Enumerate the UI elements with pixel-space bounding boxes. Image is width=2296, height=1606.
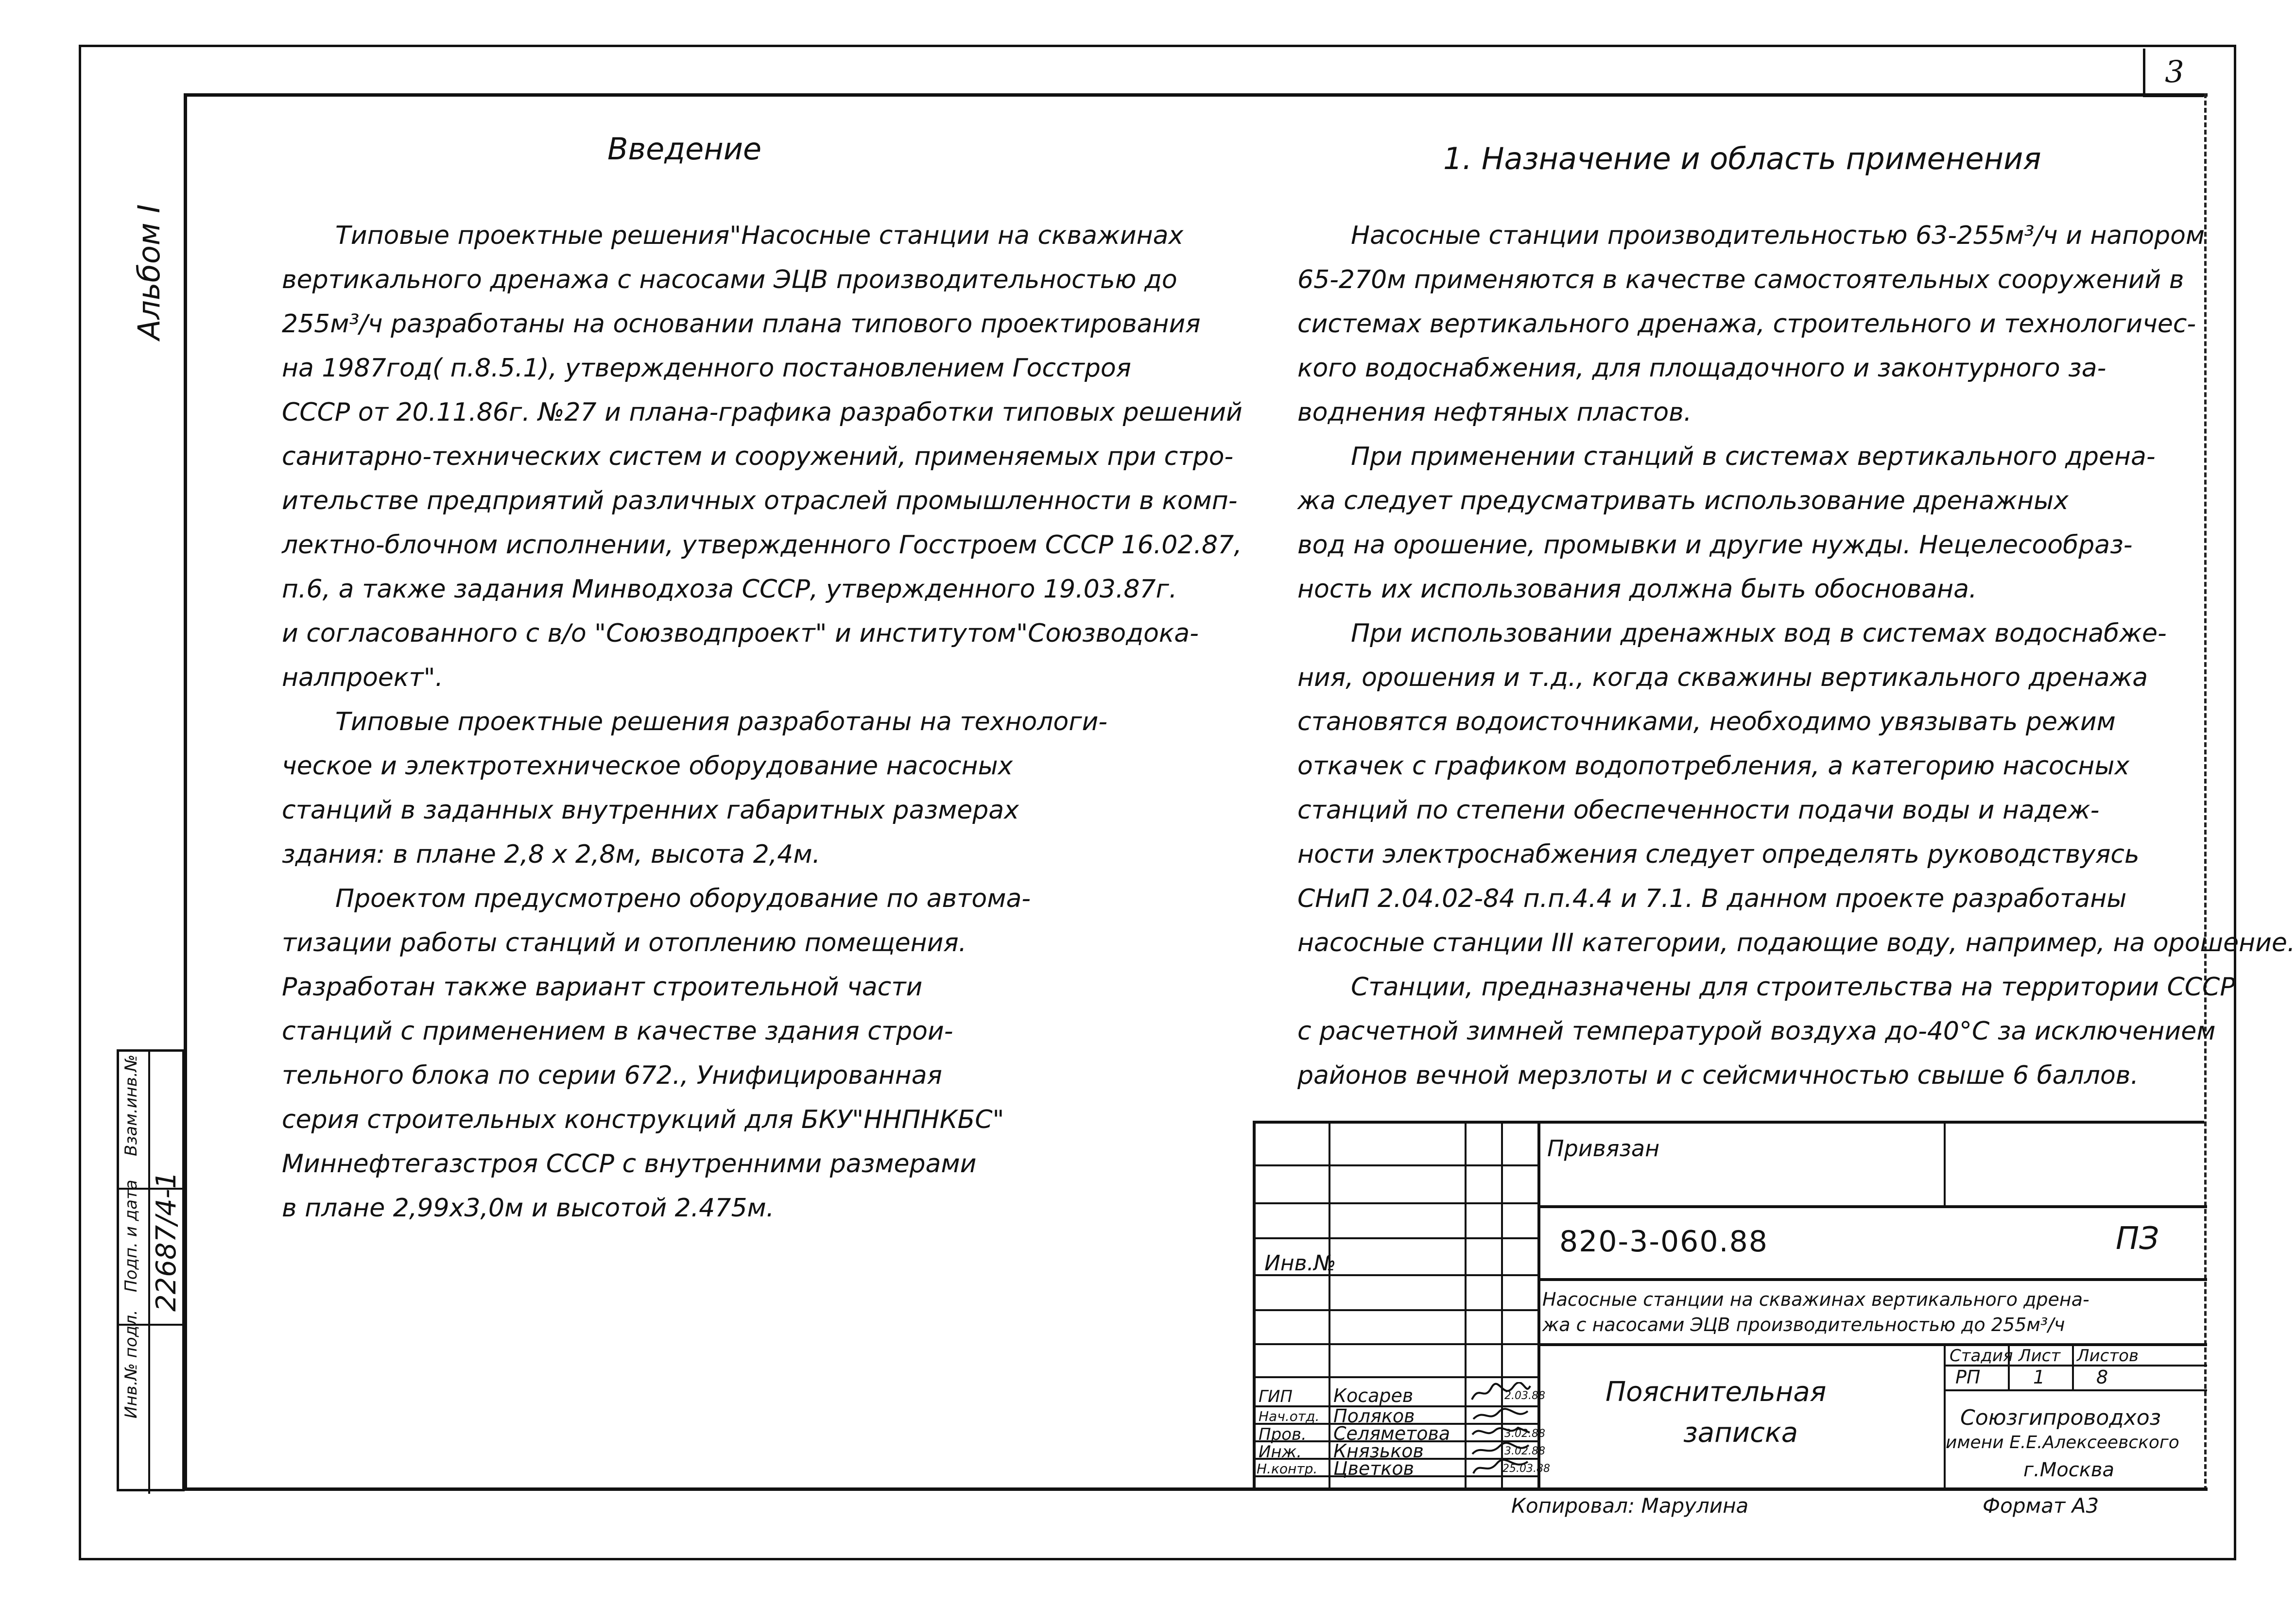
- staff-role: Пров.: [1259, 1425, 1307, 1444]
- paragraph: [282, 214, 1243, 700]
- text-line: лектно-блочном исполнении, утвержденного Госстроем СССР 16.02.87,: [282, 530, 1242, 560]
- text-line: 65-270м применяются в качестве самостоятельных сооружений в: [1297, 265, 2184, 294]
- text-line: станций по степени обеспеченности подачи воды и надеж-: [1297, 796, 2100, 825]
- document-mark: ПЗ: [2116, 1221, 2159, 1257]
- document-title-line-1: Пояснительная: [1605, 1376, 1827, 1408]
- sheets-value: 8: [2096, 1367, 2108, 1388]
- text-line: налпроект".: [282, 663, 444, 692]
- text-line: Проектом предусмотрено оборудование по автома-: [335, 884, 1031, 913]
- text-line: Насосные станции производительностью 63-255м³/ч и напором: [1351, 221, 2205, 250]
- staff-role: ГИП: [1259, 1387, 1293, 1406]
- text-line: в плане 2,99х3,0м и высотой 2.475м.: [282, 1194, 775, 1223]
- text-line: п.6, а также задания Минводхоза СССР, утвержденного 19.03.87г.: [282, 575, 1177, 604]
- project-title-line-2: жа с насосами ЭЦВ производительностью до 255м³/ч: [1542, 1314, 2065, 1335]
- text-line: вертикального дренажа с насосами ЭЦВ производительностью до: [282, 265, 1177, 294]
- text-line: станций в заданных внутренних габаритных размерах: [282, 796, 1019, 825]
- stage-header: Стадия: [1950, 1346, 2013, 1366]
- text-line: станций с применением в качестве здания строи-: [282, 1017, 953, 1046]
- text-line: ность их использования должна быть обоснована.: [1297, 575, 1977, 604]
- section1-body: [1297, 214, 2295, 1098]
- staff-role: Инж.: [1259, 1442, 1302, 1462]
- text-line: откачек с графиком водопотребления, а категорию насосных: [1297, 752, 2130, 781]
- text-line: СНиП 2.04.02-84 п.п.4.4 и 7.1. В данном проекте разработаны: [1297, 884, 2127, 913]
- document-code: 820-3-060.88: [1559, 1225, 1768, 1259]
- side-stamp-replacement-inv: Взам.инв.№: [121, 1054, 141, 1156]
- staff-name: Цветков: [1333, 1458, 1415, 1479]
- side-stamp-original-inv: Инв.№ подл.: [121, 1310, 141, 1418]
- stage-value: РП: [1955, 1367, 1981, 1388]
- paragraph: [1297, 435, 2295, 612]
- paragraph: [1297, 214, 2295, 435]
- sheet-header: Лист: [2019, 1346, 2061, 1366]
- text-line: насосные станции III категории, подающие воду, например, на орошение.: [1297, 928, 2296, 957]
- text-line: жа следует предусматривать использование дренажных: [1297, 486, 2069, 515]
- sheet-value: 1: [2033, 1367, 2045, 1388]
- format-label: Формат А3: [1983, 1494, 2099, 1518]
- staff-name: Поляков: [1333, 1405, 1415, 1427]
- text-line: с расчетной зимней температурой воздуха до-40°С за исключением: [1297, 1017, 2216, 1046]
- text-line: СССР от 20.11.86г. №27 и плана-графика разработки типовых решений: [282, 398, 1243, 427]
- staff-date: 3.02.88: [1504, 1428, 1545, 1440]
- inventory-number: 22687/4-1: [151, 1171, 182, 1312]
- staff-date: 25.03.88: [1502, 1463, 1550, 1475]
- text-line: районов вечной мерзлоты и с сейсмичностью свыше 6 баллов.: [1297, 1061, 2139, 1090]
- document-title-line-2: записка: [1683, 1417, 1798, 1449]
- paragraph: [282, 877, 1243, 1230]
- text-line: кого водоснабжения, для площадочного и законтурного за-: [1297, 354, 2106, 383]
- signature-mark: [1469, 1457, 1533, 1478]
- text-line: Типовые проектные решения"Насосные станции на скважинах: [335, 221, 1184, 250]
- project-title-line-1: Насосные станции на скважинах вертикального дрена-: [1542, 1289, 2089, 1310]
- intro-title: Введение: [607, 131, 762, 167]
- staff-name: Косарев: [1333, 1385, 1414, 1406]
- text-line: Станции, предназначены для строительства на территории СССР: [1351, 973, 2235, 1002]
- text-line: Типовые проектные решения разработаны на технологи-: [335, 707, 1108, 736]
- paragraph: [282, 700, 1243, 877]
- attached-label: Привязан: [1547, 1135, 1660, 1162]
- paragraph: [1297, 965, 2295, 1098]
- side-stamp-signature-date: Подп. и дата: [121, 1179, 141, 1292]
- text-line: на 1987год( п.8.5.1), утвержденного постановлением Госстроя: [282, 354, 1131, 383]
- organization-line-2: имени Е.Е.Алексеевского: [1946, 1433, 2179, 1452]
- signature-mark: [1469, 1382, 1533, 1403]
- text-line: санитарно-технических систем и сооружений, применяемых при стро-: [282, 442, 1234, 471]
- inv-label: Инв.№: [1264, 1251, 1336, 1276]
- text-line: становятся водоисточниками, необходимо увязывать режим: [1297, 707, 2116, 736]
- text-line: ительстве предприятий различных отраслей промышленности в комп-: [282, 486, 1238, 515]
- text-line: и согласованного с в/о "Союзводпроект" и институтом"Союзводока-: [282, 619, 1199, 648]
- page-number: 3: [2143, 49, 2204, 97]
- text-line: ческое и электротехническое оборудование насосных: [282, 752, 1013, 781]
- staff-name: Князьков: [1333, 1440, 1424, 1462]
- intro-body: [282, 214, 1243, 1230]
- staff-role: Н.контр.: [1257, 1461, 1318, 1477]
- text-line: здания: в плане 2,8 х 2,8м, высота 2,4м.: [282, 840, 821, 869]
- text-line: При применении станций в системах вертикального дрена-: [1351, 442, 2156, 471]
- text-line: При использовании дренажных вод в системах водоснабже-: [1351, 619, 2167, 648]
- album-label: Альбом I: [131, 204, 167, 340]
- text-line: вод на орошение, промывки и другие нужды. Нецелесообраз-: [1297, 530, 2133, 560]
- organization-line-1: Союзгипроводхоз: [1960, 1405, 2161, 1430]
- text-line: воднения нефтяных пластов.: [1297, 398, 1692, 427]
- text-line: 255м³/ч разработаны на основании плана типового проектирования: [282, 309, 1201, 339]
- text-line: тельного блока по серии 672., Унифицированная: [282, 1061, 942, 1090]
- text-line: тизации работы станций и отоплению помещения.: [282, 928, 967, 957]
- staff-date: 3.02.88: [1504, 1445, 1545, 1457]
- text-line: ния, орошения и т.д., когда скважины вертикального дренажа: [1297, 663, 2148, 692]
- copied-by: Копировал: Марулина: [1511, 1494, 1749, 1518]
- text-line: системах вертикального дренажа, строительного и технологичес-: [1297, 309, 2196, 339]
- text-line: Разработан также вариант строительной части: [282, 973, 923, 1002]
- title-block: [1253, 1121, 2204, 1491]
- section1-title: 1. Назначение и область применения: [1443, 141, 2041, 176]
- text-line: серия строительных конструкций для БКУ"ННПНКБС": [282, 1105, 1004, 1134]
- sheets-header: Листов: [2077, 1346, 2139, 1366]
- paragraph: [1297, 612, 2295, 965]
- text-line: Миннефтегазстроя СССР с внутренними размерами: [282, 1149, 977, 1179]
- staff-name: Селяметова: [1333, 1423, 1450, 1444]
- staff-date: 2.03.88: [1504, 1390, 1545, 1402]
- staff-role: Нач.отд.: [1259, 1408, 1320, 1424]
- text-line: ности электроснабжения следует определять руководствуясь: [1297, 840, 2140, 869]
- organization-line-3: г.Москва: [2023, 1459, 2114, 1481]
